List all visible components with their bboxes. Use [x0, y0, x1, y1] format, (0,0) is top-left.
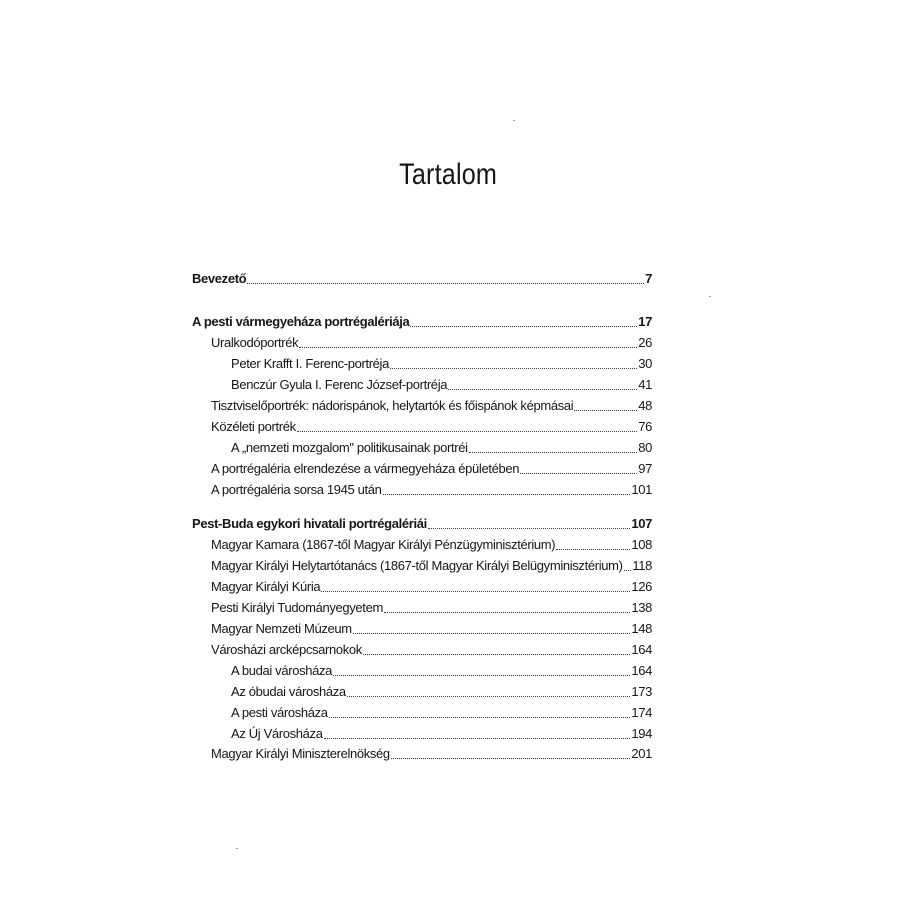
- toc-entry: [211, 460, 652, 478]
- toc-entry: [231, 725, 652, 743]
- toc-page-number: 41: [638, 376, 652, 392]
- toc-page-number: 174: [631, 704, 652, 720]
- toc-dot-leader: [347, 686, 631, 697]
- toc-page-number: 148: [631, 620, 652, 636]
- toc-dot-leader: [391, 748, 631, 759]
- toc-page-number: 194: [631, 725, 652, 741]
- toc-page-number: 118: [632, 557, 652, 573]
- toc-page-number: 108: [631, 536, 652, 552]
- toc-entry: [211, 599, 652, 617]
- toc-page-number: 138: [631, 599, 652, 615]
- toc-dot-leader: [324, 728, 631, 739]
- toc-entry: [231, 683, 652, 701]
- scan-speck: [709, 296, 711, 297]
- toc-entry-title: Uralkodóportrék: [211, 334, 299, 350]
- toc-entry: [231, 376, 652, 394]
- toc-dot-leader: [556, 539, 630, 550]
- toc-entry: [231, 662, 652, 680]
- scan-speck: [236, 848, 238, 849]
- toc-dot-leader: [520, 463, 637, 474]
- toc-entry-title: Az óbudai városháza: [231, 683, 346, 699]
- toc-dot-leader: [624, 560, 632, 571]
- toc-entry: [192, 313, 652, 331]
- toc-entry-title: Közéleti portrék: [211, 418, 296, 434]
- toc-entry-title: Magyar Kamara (1867-től Magyar Királyi Pénzügyminisztérium): [211, 536, 556, 552]
- toc-dot-leader: [353, 623, 631, 634]
- toc-page-number: 30: [638, 355, 652, 371]
- toc-entry-title: Városházi arcképcsarnokok: [211, 641, 362, 657]
- toc-entry-title: Tisztviselőportrék: nádorispánok, helytartók és főispánok képmásai: [211, 397, 574, 413]
- toc-dot-leader: [363, 644, 630, 655]
- toc-dot-leader: [329, 707, 631, 718]
- toc-entry-title: Magyar Királyi Kúria: [211, 578, 321, 594]
- toc-entry-title: Magyar Királyi Miniszterelnökség: [211, 746, 390, 762]
- toc-entry-title: A portrégaléria sorsa 1945 után: [211, 481, 382, 497]
- toc-page-number: 17: [638, 314, 652, 329]
- toc-entry: [211, 481, 652, 499]
- toc-dot-leader: [297, 421, 638, 432]
- toc-entry: [192, 270, 652, 288]
- toc-entry-title: A „nemzeti mozgalom" politikusainak portréi: [231, 439, 468, 455]
- toc-page-number: 76: [638, 418, 652, 434]
- toc-entry: [211, 536, 652, 554]
- toc-dot-leader: [384, 602, 630, 613]
- toc-entry-title: A portrégaléria elrendezése a vármegyeháza épületében: [211, 460, 520, 476]
- toc-page-number: 164: [631, 641, 652, 657]
- toc-dot-leader: [574, 400, 637, 411]
- toc-page-number: 48: [638, 397, 652, 413]
- toc-dot-leader: [321, 581, 630, 592]
- toc-page-number: 107: [631, 516, 652, 531]
- toc-dot-leader: [333, 665, 630, 676]
- toc-entry-title: Magyar Királyi Helytartótanács (1867-től Magyar Királyi Belügyminisztérium): [211, 557, 623, 573]
- toc-entry-title: Peter Krafft I. Ferenc-portréja: [231, 355, 389, 371]
- toc-entry: [211, 578, 652, 596]
- toc-entry: [211, 641, 652, 659]
- toc-dot-leader: [247, 273, 644, 284]
- toc-dot-leader: [469, 442, 638, 453]
- toc-entry: [211, 620, 652, 638]
- toc-entry: [231, 439, 652, 457]
- scan-speck: [513, 120, 515, 121]
- toc-dot-leader: [299, 337, 637, 348]
- page-title: Tartalom: [399, 158, 498, 192]
- toc-entry: [211, 397, 652, 415]
- toc-page-number: 126: [631, 578, 652, 594]
- toc-entry-title: Az Új Városháza: [231, 725, 323, 741]
- toc-entry: [192, 515, 652, 533]
- toc-page-number: 101: [631, 481, 652, 497]
- toc-entry: [211, 557, 652, 575]
- toc-entry-title: A pesti vármegyeháza portrégalériája: [192, 314, 410, 329]
- toc-page-number: 201: [631, 746, 652, 762]
- toc-dot-leader: [448, 379, 637, 390]
- toc-entry-title: Pest-Buda egykori hivatali portrégalériái: [192, 516, 427, 531]
- toc-entry-title: A pesti városháza: [231, 704, 328, 720]
- toc-entry: [211, 418, 652, 436]
- toc-entry-title: Pesti Királyi Tudományegyetem: [211, 599, 383, 615]
- toc-dot-leader: [410, 316, 637, 327]
- toc-page-number: 26: [638, 334, 652, 350]
- toc-entry-title: A budai városháza: [231, 662, 333, 678]
- toc-page-number: 173: [631, 683, 652, 699]
- toc-entry: [231, 704, 652, 722]
- toc-dot-leader: [390, 358, 637, 369]
- toc-page-number: 164: [631, 662, 652, 678]
- toc-page-number: 97: [638, 460, 652, 476]
- toc-entry: [231, 355, 652, 373]
- toc-dot-leader: [383, 484, 631, 495]
- toc-page-number: 80: [638, 439, 652, 455]
- toc-dot-leader: [428, 518, 630, 529]
- toc-page-number: 7: [645, 271, 652, 286]
- toc-entry: [211, 745, 652, 763]
- toc-entry-title: Benczúr Gyula I. Ferenc József-portréja: [231, 376, 448, 392]
- toc-entry-title: Bevezető: [192, 271, 247, 286]
- toc-entry-title: Magyar Nemzeti Múzeum: [211, 620, 352, 636]
- toc-entry: [211, 334, 652, 352]
